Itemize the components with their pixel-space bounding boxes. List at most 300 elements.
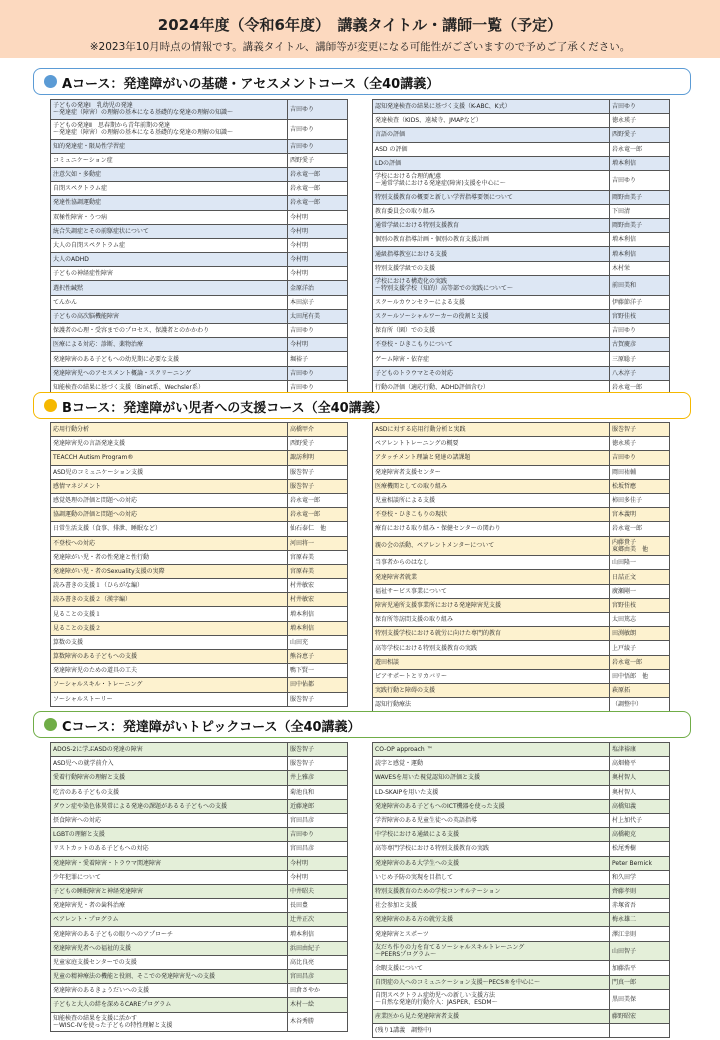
lecturer-name-line: 奥村智人 — [612, 788, 637, 796]
lecturer-name-line: 高橋甲介 — [290, 426, 315, 434]
lecture-title-line: 児童相談所による支援 — [375, 497, 436, 505]
lecturer-name — [610, 324, 670, 338]
lecturer-name-line: 今村明 — [290, 256, 309, 264]
lecture-title-line: 医療機関としての取り組み — [375, 482, 448, 490]
lecturer-name — [288, 139, 348, 153]
lecturer-name — [610, 479, 670, 493]
lecturer-name-line: 吉田ゆり — [612, 176, 637, 184]
lecturer-name-line: 服巻智子 — [290, 746, 315, 754]
lecturer-name — [288, 295, 348, 309]
lecturer-name-line: 下田清 — [612, 208, 631, 216]
lecturer-name-line: 澤江幸則 — [612, 930, 637, 938]
lecture-row — [373, 771, 670, 785]
lecturer-name — [288, 998, 348, 1012]
lecture-row — [51, 771, 348, 785]
lecture-title — [51, 196, 288, 210]
lecture-row — [51, 479, 348, 493]
lecture-title-line: 特別支援教育の概要と新しい学習指導要領について — [375, 193, 513, 201]
lecture-title-line: 不登校・ひきこもりについて — [375, 341, 453, 349]
lecture-title-line: 発達障がい児・者のSexuality支援の実際 — [53, 567, 165, 575]
course-c-table-right — [372, 742, 670, 1038]
lecture-title-line: 少年犯罪について — [53, 873, 101, 881]
lecturer-name — [610, 913, 670, 927]
lecturer-name-line: 吉田ゆり — [290, 369, 315, 377]
lecture-title-line: 発達障害のあるきょうだいへの支援 — [53, 987, 150, 995]
lecture-title-line: ソーシャルスキル・トレーニング — [53, 681, 143, 689]
lecture-row — [373, 204, 670, 218]
lecturer-name — [610, 828, 670, 842]
lecture-title — [51, 153, 288, 167]
lecturer-name — [288, 324, 348, 338]
lecture-row — [373, 927, 670, 941]
lecture-title-line: 日常生活支援（食事、排泄、睡眠など） — [53, 525, 162, 533]
lecturer-name — [610, 961, 670, 975]
lecturer-name-line: 高橋知義 — [612, 802, 637, 810]
lecturer-name — [288, 522, 348, 536]
lecture-title — [51, 423, 288, 437]
lecture-title-line: 見ることの支援１ — [53, 610, 102, 618]
lecturer-name — [288, 196, 348, 210]
lecture-title-line: 個別の教育指導計画・個別の教育支援計画 — [375, 236, 490, 244]
lecture-row — [51, 536, 348, 550]
lecture-title — [373, 219, 610, 233]
lecture-title-line: アタッチメント理論と発達の諸課題 — [375, 454, 471, 462]
course-b-table-left — [50, 422, 348, 707]
lecture-row — [373, 627, 670, 641]
lecture-row — [373, 641, 670, 655]
lecture-title — [51, 493, 288, 507]
lecturer-name-line: 八木淳子 — [612, 369, 637, 377]
lecturer-name-line: 服巻智子 — [290, 760, 315, 768]
lecture-row — [373, 324, 670, 338]
lecture-title — [373, 669, 610, 683]
lecturer-name — [610, 261, 670, 275]
lecture-title — [373, 799, 610, 813]
lecture-title — [51, 437, 288, 451]
lecturer-name-line: 山田隆一 — [612, 559, 637, 567]
lecturer-name-line: 岩永竜一郎 — [290, 511, 321, 519]
lecture-title-line: 遊田相談 — [375, 658, 400, 666]
lecture-title — [51, 536, 288, 550]
lecture-title-line: 当事者からのはなし — [375, 559, 430, 567]
page-header — [0, 0, 720, 58]
lecture-row — [373, 655, 670, 669]
lecture-title — [51, 743, 288, 757]
lecture-title-line: ASD児への就学前介入 — [53, 760, 114, 768]
lecturer-name — [288, 607, 348, 621]
lecturer-name-line: 伊藤節洋子 — [612, 298, 643, 306]
lecturer-name-line: 柿田多佳子 — [612, 497, 643, 505]
lecture-title — [51, 842, 288, 856]
lecture-row — [51, 842, 348, 856]
lecturer-name-line: 本田涼子 — [290, 298, 315, 306]
lecture-title — [373, 813, 610, 827]
lecture-row — [373, 842, 670, 856]
lecture-title — [373, 698, 610, 712]
lecture-row — [51, 210, 348, 224]
lecturer-name — [288, 913, 348, 927]
lecture-row — [373, 683, 670, 697]
lecturer-name-line: 吉田ゆり — [612, 327, 637, 335]
lecture-title-line: 産業医から見た発達障害者支援 — [375, 1012, 460, 1020]
lecturer-name-line: 萩原拓 — [612, 687, 631, 695]
lecturer-name — [610, 584, 670, 598]
lecture-title-line: 感覚処理の評価と問題への対応 — [53, 497, 138, 505]
lecturer-name-line: 服巻智子 — [290, 695, 315, 703]
lecture-title — [51, 564, 288, 578]
lecturer-name-line: 岩永竜一郎 — [612, 145, 643, 153]
lecture-title — [373, 961, 610, 975]
lecture-row — [51, 352, 348, 366]
lecturer-name-line: 西野愛子 — [290, 440, 315, 448]
lecturer-name-line: 奥村智人 — [612, 774, 637, 782]
lecture-title-line: 統合失調症とその前駆症状について — [53, 227, 149, 235]
lecture-row — [51, 493, 348, 507]
lecture-row — [51, 564, 348, 578]
lecturer-name — [610, 570, 670, 584]
lecturer-name — [610, 247, 670, 261]
lecture-title — [373, 366, 610, 380]
lecturer-name — [610, 493, 670, 507]
lecturer-name-line: 木村一絵 — [290, 1001, 315, 1009]
lecturer-name-line: 増本利信 — [290, 610, 315, 618]
lecture-title-line: ～WISC-Ⅳを使った子どもの特性理解と支援 — [53, 1021, 173, 1029]
lecture-title-line: いじめ予防の実現を目指して — [375, 873, 454, 881]
lecture-row — [373, 156, 670, 170]
lecture-title-line: ASDに対する応用行動分析と実践 — [375, 426, 466, 434]
lecturer-name-line: 宮本義明 — [612, 511, 637, 519]
lecture-row — [373, 799, 670, 813]
lecture-title — [51, 119, 288, 139]
lecture-title — [373, 233, 610, 247]
lecture-title — [51, 451, 288, 465]
lecturer-name-line: 徳永瑛子 — [612, 117, 637, 125]
lecture-title — [51, 998, 288, 1012]
lecturer-name-line: 村上加代子 — [612, 817, 643, 825]
lecture-title-line: 応用行動分析 — [53, 426, 90, 434]
lecturer-name — [610, 927, 670, 941]
lecture-row — [51, 167, 348, 181]
lecture-row — [373, 352, 670, 366]
lecture-title — [51, 224, 288, 238]
lecture-title-line: 特別支援学校における就労に向けた専門的教育 — [375, 630, 502, 638]
lecture-title — [373, 247, 610, 261]
lecture-title — [373, 927, 610, 941]
lecture-row — [373, 870, 670, 884]
lecturer-name-line: 長田豊 — [290, 902, 309, 910]
lecture-title — [51, 692, 288, 706]
lecture-row — [51, 927, 348, 941]
lecturer-name-line: 岩永竜一郎 — [290, 185, 321, 193]
lecturer-name — [610, 170, 670, 190]
lecturer-name-line: 諏訪利明 — [290, 454, 315, 462]
lecture-title-line: 行動の評価（適応行動、ADHD評価含む） — [375, 383, 489, 391]
lecturer-name — [610, 508, 670, 522]
lecture-title — [51, 267, 288, 281]
lecture-title — [51, 579, 288, 593]
lecture-title — [373, 856, 610, 870]
lecturer-name-line: 西野愛子 — [290, 156, 315, 164]
lecture-title-line: 保護者の心理・受容までのプロセス、保護者とのかかわり — [53, 327, 210, 335]
lecture-title-line: 発達検査（KIDS、遠城寺、JMAPなど） — [375, 117, 482, 125]
lecturer-name-line: 岩永竜一郎 — [290, 171, 321, 179]
lecture-row — [373, 975, 670, 989]
lecture-title-line: 実践行動と障碍の支援 — [375, 687, 436, 695]
lecture-title-line: 発達障害児の言語発達支援 — [53, 440, 126, 448]
lecturer-name-line: 宮野佳枝 — [612, 601, 637, 609]
lecturer-name — [288, 743, 348, 757]
lecture-title — [51, 550, 288, 564]
lecture-title — [51, 856, 288, 870]
lecture-title-line: 発達障害児者への福祉的支援 — [53, 944, 132, 952]
lecture-title-line: ADOS-2に学ぶASDの発達の障害 — [53, 746, 143, 754]
lecturer-name-line: 吉田ゆり — [290, 125, 315, 133]
lecturer-name-line: 門真一郎 — [612, 978, 637, 986]
lecture-row — [51, 1012, 348, 1032]
lecture-title — [51, 813, 288, 827]
lecturer-name — [610, 743, 670, 757]
lecturer-name-line: 今村明 — [290, 859, 309, 867]
lecture-row — [51, 757, 348, 771]
lecturer-name-line: 増本利信 — [290, 624, 315, 632]
lecture-title-line: 注意欠如・多動症 — [53, 171, 102, 179]
lecture-row — [51, 664, 348, 678]
lecturer-name — [610, 757, 670, 771]
lecturer-name — [610, 366, 670, 380]
lecture-title — [51, 100, 288, 120]
lecture-title — [373, 884, 610, 898]
lecturer-name-line: 田中佑都 — [290, 681, 315, 689]
lecturer-name — [610, 669, 670, 683]
lecture-title-line: 選択性緘黙 — [53, 284, 84, 292]
lecture-row — [51, 799, 348, 813]
lecture-row — [373, 219, 670, 233]
lecturer-name-line: 東郷由美 他 — [612, 545, 649, 553]
lecture-row — [373, 142, 670, 156]
lecture-title-line: 医療による対応：診断、薬物治療 — [53, 341, 144, 349]
lecture-title-line: 自閉症の人へのコミュニケーション支援～PECS®を中心に～ — [375, 978, 541, 986]
lecture-row — [373, 556, 670, 570]
lecture-row — [51, 998, 348, 1012]
lecture-title — [373, 423, 610, 437]
lecturer-name — [610, 275, 670, 295]
lecture-title — [51, 338, 288, 352]
lecture-title-line: 発達障害のある子どもへのICT機器を使った支援 — [375, 802, 505, 810]
lecture-title — [373, 465, 610, 479]
lecturer-name-line: 吉田ゆり — [290, 831, 315, 839]
lecture-row — [51, 678, 348, 692]
lecturer-name-line: 熊谷恵子 — [290, 653, 315, 661]
lecture-row — [51, 196, 348, 210]
lecture-title-line: 発達障害のある方の就労支援 — [375, 916, 454, 924]
lecturer-name-line: 今村明 — [290, 270, 309, 278]
lecturer-name — [610, 842, 670, 856]
lecture-title-line: 双極性障害・うつ病 — [53, 213, 108, 221]
lecture-row — [373, 598, 670, 612]
lecture-title-line: WAVESを用いた視覚認知の評価と支援 — [375, 774, 481, 782]
lecturer-name — [610, 233, 670, 247]
lecture-title — [51, 139, 288, 153]
lecture-row — [51, 913, 348, 927]
lecture-title-line: 吃音のある子どもの支援 — [53, 788, 120, 796]
lecture-row — [373, 465, 670, 479]
lecturer-name — [288, 210, 348, 224]
lecture-title — [51, 366, 288, 380]
lecturer-name-line: 吉田ゆり — [612, 454, 637, 462]
lecture-row — [51, 856, 348, 870]
lecturer-name — [610, 451, 670, 465]
lecture-title — [373, 613, 610, 627]
lecturer-name — [610, 975, 670, 989]
lecturer-name-line: 堀裕子 — [290, 355, 309, 363]
course-a-header — [33, 68, 691, 95]
lecture-row — [51, 692, 348, 706]
lecture-title-line: 言語の評価 — [375, 131, 406, 139]
lecture-title — [373, 584, 610, 598]
lecture-row — [51, 224, 348, 238]
lecture-row — [373, 508, 670, 522]
lecturer-name — [288, 984, 348, 998]
lecture-row — [51, 281, 348, 295]
lecture-title — [373, 338, 610, 352]
lecture-row — [373, 100, 670, 114]
lecture-title — [51, 1012, 288, 1032]
lecture-title-line: 算数の支援 — [53, 638, 84, 646]
lecture-title-line: 子どもの発達Ⅱ 思春期から青年前期の発達 — [53, 122, 170, 130]
lecture-title-line: LGBTの理解と支援 — [53, 831, 105, 839]
lecturer-name-line: 近藤達郎 — [290, 802, 315, 810]
lecture-title — [51, 281, 288, 295]
lecture-title — [373, 989, 610, 1009]
lecture-title-line: ピアサポートとリカバリー — [375, 672, 447, 680]
lecture-row — [51, 813, 348, 827]
lecturer-name — [610, 295, 670, 309]
lecture-title-line: (残り1講義 調整中) — [375, 1026, 432, 1034]
lecturer-name — [288, 224, 348, 238]
lecturer-name — [610, 522, 670, 536]
lecture-title-line: 児童家庭支援センターでの支援 — [53, 958, 137, 966]
lecture-row — [51, 153, 348, 167]
lecture-title — [51, 253, 288, 267]
lecture-title — [373, 899, 610, 913]
lecturer-name-line: 井上雅彦 — [290, 774, 315, 782]
lecture-row — [373, 913, 670, 927]
lecture-title — [51, 927, 288, 941]
lecture-title-line: 発達障がい児・者の性発達と性行動 — [53, 553, 150, 561]
lecture-title — [51, 664, 288, 678]
lecturer-name — [288, 167, 348, 181]
lecturer-name — [288, 621, 348, 635]
lecture-title — [51, 984, 288, 998]
lecture-title — [51, 941, 288, 955]
lecture-row — [51, 324, 348, 338]
lecture-title — [373, 655, 610, 669]
lecture-row — [373, 941, 670, 961]
lecturer-name-line: 木谷秀勝 — [290, 1018, 315, 1026]
lecturer-name — [288, 828, 348, 842]
lecturer-name — [288, 182, 348, 196]
lecture-title — [51, 238, 288, 252]
lecturer-name — [610, 698, 670, 712]
lecture-row — [51, 550, 348, 564]
lecture-row — [51, 437, 348, 451]
lecture-row — [51, 119, 348, 139]
lecturer-name-line: 山田智子 — [612, 947, 637, 955]
lecture-title — [51, 309, 288, 323]
lecturer-name — [610, 785, 670, 799]
lecturer-name — [288, 884, 348, 898]
lecture-title — [51, 913, 288, 927]
lecture-row — [373, 1023, 670, 1037]
lecture-title — [51, 828, 288, 842]
lecturer-name-line: 西野愛子 — [612, 131, 637, 139]
lecture-title-line: 知的発達症・限局性学習症 — [53, 142, 126, 150]
lecture-row — [51, 870, 348, 884]
lecture-title-line: ASD児のコミュニケーション支援 — [53, 468, 144, 476]
lecturer-name — [288, 366, 348, 380]
lecture-row — [373, 785, 670, 799]
lecturer-name — [288, 842, 348, 856]
lecture-title — [373, 451, 610, 465]
lecture-title — [51, 785, 288, 799]
lecture-row — [373, 338, 670, 352]
lecture-title-line: ペアレント・プログラム — [53, 916, 119, 924]
lecture-title — [373, 170, 610, 190]
lecture-title-line: スクールカウンセラーによる支援 — [375, 298, 465, 306]
lecture-row — [373, 828, 670, 842]
lecture-row — [51, 295, 348, 309]
lecture-title — [51, 465, 288, 479]
lecture-title — [373, 598, 610, 612]
lecturer-name — [288, 692, 348, 706]
lecture-title-line: 自閉スペクトラム症 — [53, 185, 107, 193]
lecture-row — [51, 451, 348, 465]
lecturer-name-line: 太田尾有美 — [290, 312, 321, 320]
lecturer-name-line: 宮田昌彦 — [290, 973, 315, 981]
lecture-title — [51, 970, 288, 984]
lecture-title-line: 療育における取り組み・保健センターの関わり — [375, 525, 501, 533]
course-a-table-left — [50, 99, 348, 395]
lecture-row — [51, 139, 348, 153]
lecturer-name-line: 田中悟郎 他 — [612, 672, 649, 680]
lecture-title-line: 通級指導教室における支援 — [375, 250, 448, 258]
lecturer-name — [288, 238, 348, 252]
lecture-row — [373, 114, 670, 128]
lecturer-name-line: 吉田ゆり — [290, 327, 315, 335]
lecturer-name — [610, 771, 670, 785]
lecture-title-line: 発達障害児のための道具の工夫 — [53, 667, 138, 675]
lecture-row — [373, 856, 670, 870]
lecturer-name — [610, 856, 670, 870]
lecture-title — [373, 508, 610, 522]
lecturer-name — [288, 1012, 348, 1032]
lecturer-name-line: 田渕敏朗 — [612, 630, 637, 638]
lecturer-name — [610, 870, 670, 884]
lecturer-name — [288, 785, 348, 799]
lecture-row — [51, 100, 348, 120]
lecturer-name-line: 浜田由紀子 — [290, 944, 321, 952]
lecture-title — [51, 678, 288, 692]
lecturer-name — [288, 153, 348, 167]
lecturer-name — [610, 799, 670, 813]
lecturer-name — [610, 142, 670, 156]
lecture-title-line: 社会参加と支援 — [375, 902, 418, 910]
lecture-title-line: 特別支援教育のための学校コンサルテーション — [375, 887, 501, 895]
lecturer-name-line: 吉田ゆり — [290, 383, 315, 391]
lecturer-name — [288, 100, 348, 120]
lecture-title-line: 愛着行動障害の理解と支援 — [53, 774, 126, 782]
lecturer-name — [288, 856, 348, 870]
